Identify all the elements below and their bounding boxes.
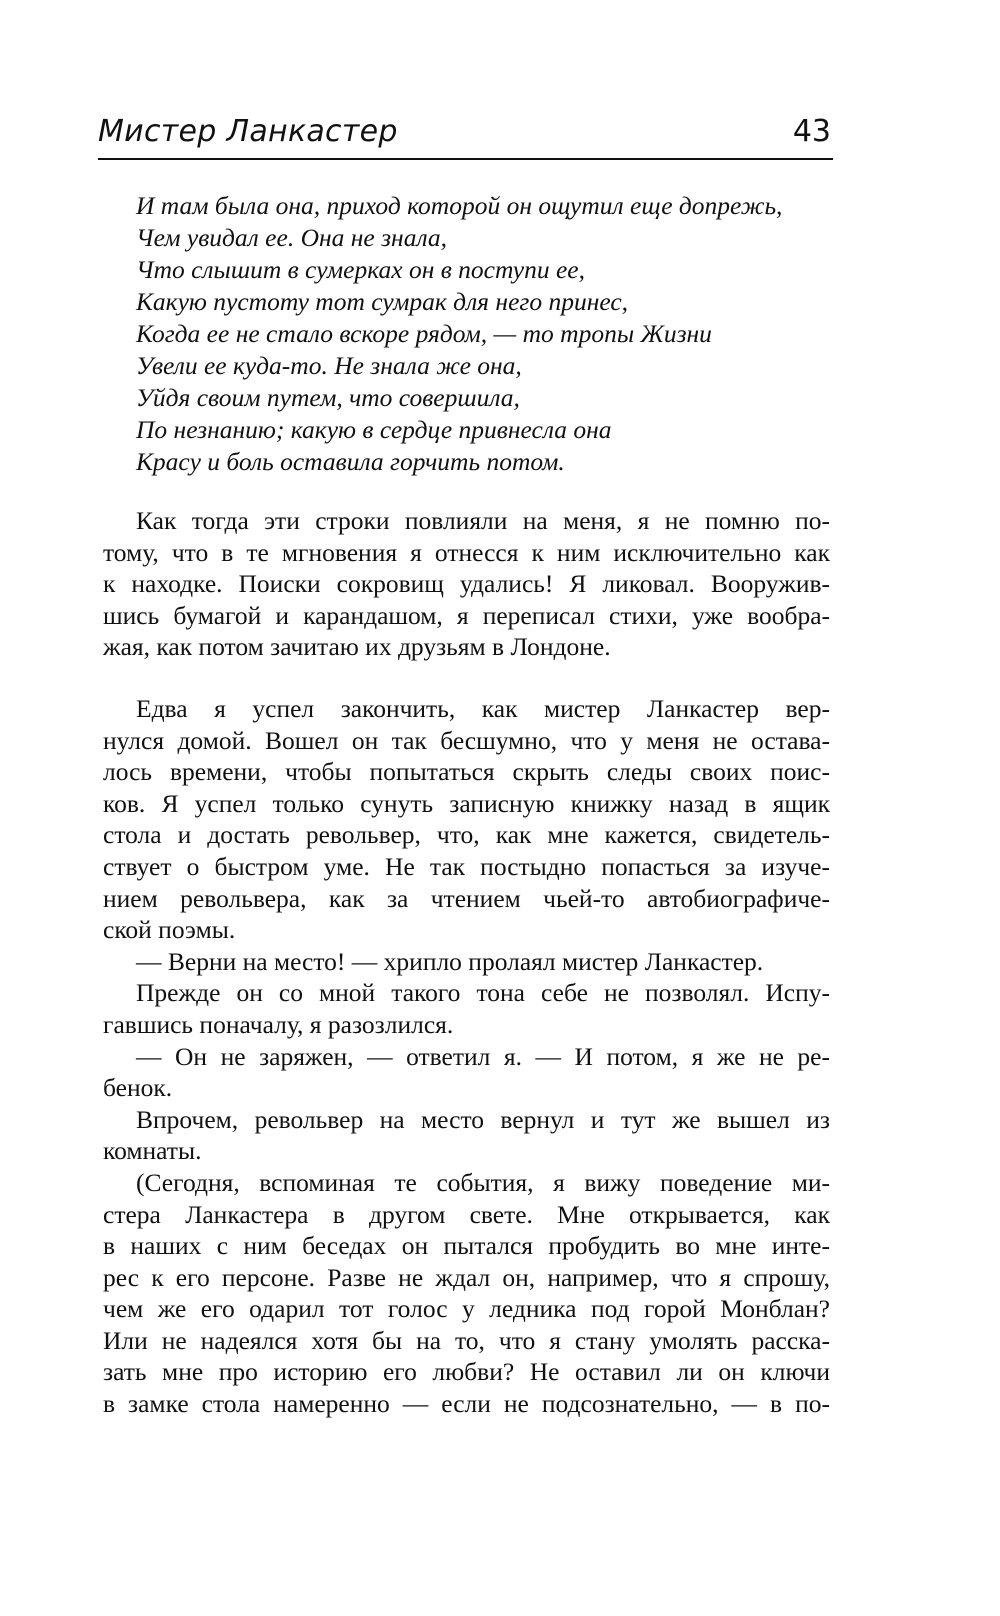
text-line: стера Ланкастера в другом свете. Мне открывается, как (103, 1199, 830, 1229)
poem-line: Чем увидал ее. Она не знала, (136, 223, 448, 252)
poem-line: И там была она, приход которой он ощутил еще допрежь, (136, 191, 783, 220)
text-line: бенок. (103, 1073, 173, 1103)
text-line: Впрочем, револьвер на место вернул и тут же вышел из (136, 1104, 830, 1134)
text-line: ствует о быстром уме. Не так постыдно попасться за изуче- (103, 851, 830, 881)
text-line: ской поэмы. (103, 915, 236, 945)
running-title: Мистер Ланкастер (98, 114, 398, 149)
text-line: чем же его одарил тот голос у ледника под горой Монблан? (103, 1294, 830, 1324)
text-line: Прежде он со мной такого тона себе не позволял. Испу- (136, 978, 830, 1008)
text-line: в замке стола намеренно — если не подсознательно, — в по- (103, 1389, 830, 1419)
text-line: зать мне про историю его любви? Не оставил ли он ключи (103, 1357, 830, 1387)
poem-line: Какую пустоту тот сумрак для него принес, (136, 287, 629, 316)
text-line: рес к его персоне. Разве не ждал он, например, что я спрошу, (103, 1262, 830, 1292)
text-line: гавшись поначалу, я разозлился. (103, 1009, 454, 1039)
text-line: нием револьвера, как за чтением чьей-то автобиографиче- (103, 883, 830, 913)
dialogue-line: — Верни на место! — хрипло пролаял мистер Ланкастер. (136, 946, 764, 976)
text-line: шись бумагой и карандашом, я переписал стихи, уже вообра- (103, 600, 830, 630)
running-header (98, 112, 833, 160)
text-line: Или не надеялся хотя бы на то, что я стану умолять расска- (103, 1325, 830, 1355)
text-line: тому, что в те мгновения я отнесся к ним исключительно как (103, 537, 830, 567)
poem-line: Когда ее не стало вскоре рядом, — то тропы Жизни (136, 319, 712, 348)
text-line: жая, как потом зачитаю их друзьям в Лондоне. (103, 632, 611, 662)
poem-line: Уйдя своим путем, что совершила, (136, 383, 520, 412)
text-line: Едва я успел закончить, как мистер Ланкастер вер- (136, 694, 830, 723)
poem-line: По незнанию; какую в сердце привнесла она (136, 415, 612, 444)
poem-line: Красу и боль оставила горчить потом. (136, 447, 565, 476)
paragraph-1 (103, 505, 830, 663)
text-line: ков. Я успел только сунуть записную книжку назад в ящик (103, 788, 830, 818)
text-line: комнаты. (103, 1136, 202, 1166)
poem-line: Увели ее куда-то. Не знала же она, (136, 351, 522, 380)
paragraph-2 (103, 693, 830, 1420)
text-line: в наших с ним беседах он пытался пробудить во мне инте- (103, 1231, 830, 1261)
text-line: (Сегодня, вспоминая те события, я вижу поведение ми- (136, 1167, 830, 1197)
dialogue-line: — Он не заряжен, — ответил я. — И потом, я же не ре- (136, 1041, 830, 1071)
text-line: нулся домой. Вошел он так бесшумно, что у меня не остава- (103, 725, 830, 755)
text-line: стола и достать револьвер, что, как мне кажется, свидетель- (103, 820, 830, 850)
text-line: Как тогда эти строки повлияли на меня, я не помню по- (136, 506, 830, 535)
poem-line: Что слышит в сумерках он в поступи ее, (136, 255, 585, 284)
text-line: лось времени, чтобы попытаться скрыть следы своих поис- (103, 757, 830, 787)
poem-excerpt (136, 190, 836, 478)
page-number: 43 (792, 114, 831, 149)
text-line: к находке. Поиски сокровищ удались! Я ликовал. Вооружив- (103, 569, 830, 599)
